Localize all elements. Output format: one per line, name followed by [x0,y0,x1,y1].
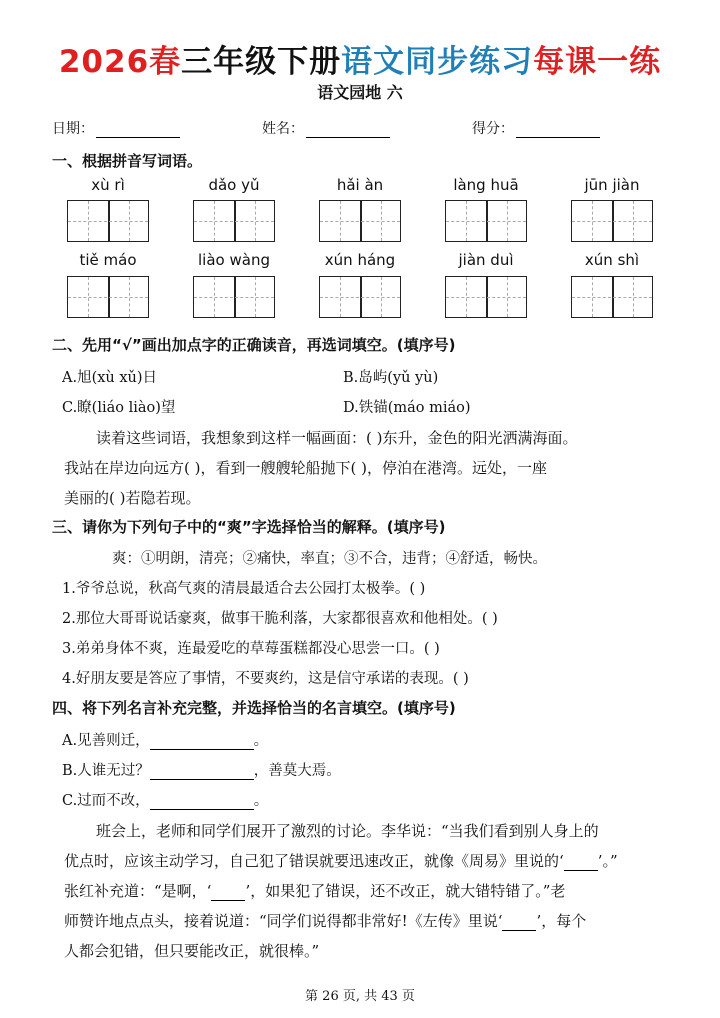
score-label: 得分： [472,121,514,137]
paragraph-text: 师赞许地点点头，接着说道：“同学们说得都非常好!《左传》里说‘ [64,912,503,930]
paragraph-line: 我站在岸边向远方( )，看到一艘艘轮船抛下( )，停泊在港湾。远处，一座 [64,459,547,477]
proverb-a-blank[interactable] [150,735,254,750]
tianzige-box[interactable] [193,276,275,318]
tianzige-box[interactable] [67,276,149,318]
question-item: 4.好朋友要是答应了事情，不要爽约，这是信守承诺的表现。( ) [62,671,469,687]
page-number: 第 26 页, 共 43 页 [305,989,415,1004]
title-part-lesson: 每课一练 [533,44,662,80]
option-b: B.岛屿(yǔ yù) [343,370,439,386]
tianzige-box[interactable] [571,276,653,318]
pinyin-label: jūn jiàn [584,176,640,194]
section-4-heading: 四、将下列名言补充完整，并选择恰当的名言填空。(填序号) [52,699,456,717]
proverb-c-text: C.过而不改， [62,793,150,809]
paragraph-text: 优点时，应该主动学习，自己犯了错误就要迅速改正，就像《周易》里说的‘ [64,852,564,870]
tianzige-box[interactable] [67,200,149,242]
date-label: 日期： [52,121,94,137]
pinyin-label: jiàn duì [458,251,514,269]
tianzige-box[interactable] [445,276,527,318]
paragraph-line: 读着这些词语，我想象到这样一幅画面：( )东升，金色的阳光洒满海面。 [96,429,578,447]
section-1-heading: 一、根据拼音写词语。 [52,152,203,170]
date-field [52,118,180,138]
title-part-year: 2026春 [58,44,182,80]
pinyin-label: xún shì [584,251,640,269]
pinyin-label: làng huā [453,176,519,194]
paragraph-line [64,850,618,871]
paragraph-line [64,910,586,931]
pinyin-label: xún háng [324,251,396,269]
proverb-c-blank[interactable] [150,795,254,810]
tianzige-box[interactable] [319,276,401,318]
definition-line: 爽：①明朗，清亮；②痛快，率直；③不合，违背；④舒适，畅快。 [112,551,547,567]
name-field [262,118,390,138]
date-blank[interactable] [96,123,180,138]
option-d: D.铁锚(máo miáo) [343,400,471,416]
proverb-b-blank[interactable] [150,765,254,780]
proverb-a-text: A.见善则迁， [62,733,150,749]
page-title [0,36,720,81]
paragraph-line: 班会上，老师和同学们展开了激烈的讨论。李华说：“当我们看到别人身上的 [96,822,599,840]
proverb-c-end: 。 [253,793,269,809]
pinyin-label: hǎi àn [336,176,384,194]
paragraph-text: 张红补充道：“是啊，‘ [64,882,212,900]
pinyin-label: xù rì [91,176,125,194]
tianzige-box[interactable] [193,200,275,242]
tianzige-box[interactable] [445,200,527,242]
paragraph-line [64,880,565,901]
paragraph-text: ’，如果犯了错误，还不改正，就大错特错了。”老 [245,882,566,900]
option-c: C.瞭(liáo liào)望 [62,400,176,416]
proverb-b [62,759,341,780]
tianzige-box[interactable] [571,200,653,242]
question-item: 2.那位大哥哥说话豪爽，做事干脆利落，大家都很喜欢和他相处。( ) [62,611,498,627]
proverb-b-text: B.人谁无过？ [62,763,150,779]
section-2-heading: 二、先用“√”画出加点字的正确读音，再选词填空。(填序号) [52,336,456,354]
paragraph-text: ’。” [597,852,618,870]
pinyin-label: liào wàng [198,251,270,269]
score-blank[interactable] [516,123,600,138]
proverb-a [62,729,268,750]
paragraph-line: 美丽的( )若隐若现。 [64,489,201,507]
fill-blank[interactable] [564,856,598,871]
pinyin-label: tiě máo [79,251,137,269]
title-part-grade: 三年级下册 [181,44,342,80]
section-3-heading: 三、请你为下列句子中的“爽”字选择恰当的解释。(填序号) [52,518,446,536]
question-item: 3.弟弟身体不爽，连最爱吃的草莓蛋糕都没心思尝一口。( ) [62,641,440,657]
name-blank[interactable] [306,123,390,138]
pinyin-label: dǎo yǔ [208,176,260,194]
question-item: 1.爷爷总说，秋高气爽的清晨最适合去公园打太极拳。( ) [62,581,426,597]
tianzige-box[interactable] [319,200,401,242]
score-field [472,118,600,138]
paragraph-text: ’，每个 [536,912,587,930]
proverb-c [62,789,268,810]
paragraph-line: 人都会犯错，但只要能改正，就很棒。” [64,942,320,960]
title-part-subject: 语文同步练习 [341,44,534,80]
fill-blank[interactable] [211,886,245,901]
name-label: 姓名： [262,121,304,137]
proverb-b-end: ，善莫大焉。 [253,763,341,779]
fill-blank[interactable] [502,916,536,931]
page-subtitle: 语文园地 六 [317,83,403,102]
option-a: A.旭(xù xǔ)日 [62,370,158,386]
proverb-a-end: 。 [253,733,269,749]
